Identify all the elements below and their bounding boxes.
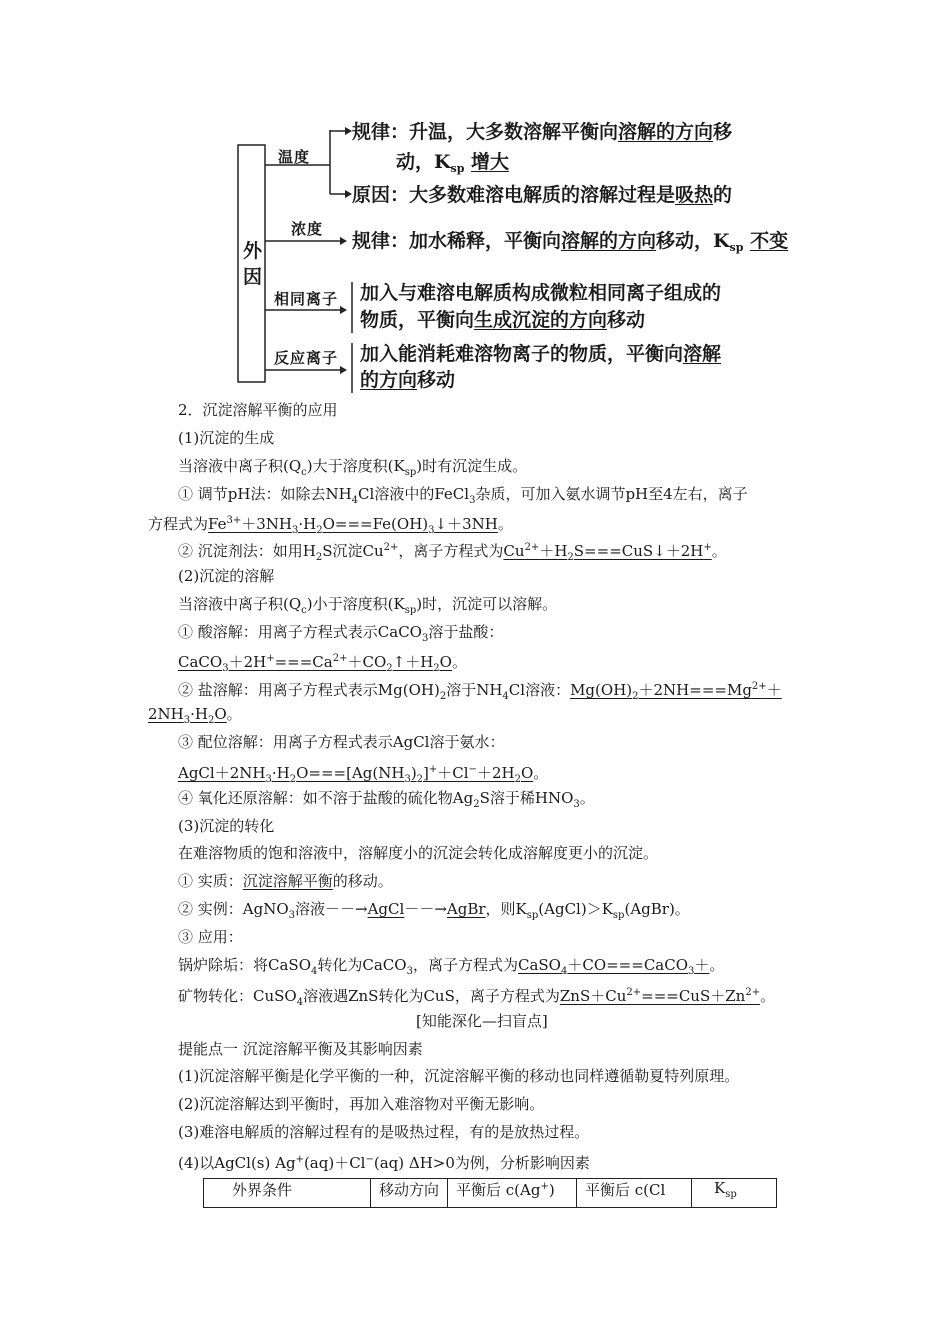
paragraph: ③ 配位溶解：用离子方程式表示AgCl溶于氨水： (178, 733, 505, 751)
paragraph: 当溶液中离子积$(Q_c)$大于溶度积$(K_{sp})$时有沉淀生成。 (178, 457, 528, 478)
paragraph: 矿物转化：CuSO$_4$溶液遇ZnS转化为CuS，离子方程式为$ZnS+Cu^{2+}===CuS+Zn^{2+}$。 (178, 987, 776, 1008)
table-header-row (204, 1179, 777, 1208)
paragraph: 当溶液中离子积$(Q_c)$小于溶度积$(K_{sp})$时，沉淀可以溶解。 (178, 595, 558, 616)
subheading-2: (2)沉淀的溶解 (178, 567, 275, 585)
paragraph: ② 实例：AgNO$_3$溶液－－→AgCl－－→AgBr，则$K_{sp}(AgCl)>K_{sp}(AgBr)$。 (178, 900, 690, 921)
common-ion-line2: 物质，平衡向生成沉淀的方向移动 (360, 309, 646, 331)
equation: $CaCO_3+2H^+===Ca^{2+}+CO_2↑+H_2O$。 (178, 653, 467, 674)
temperature-rule-line2: 动，$K_{sp}$ 增大 (396, 151, 510, 175)
paragraph: (1)沉淀溶解平衡是化学平衡的一种，沉淀溶解平衡的移动也同样遵循勒夏特列原理。 (178, 1067, 740, 1085)
influence-diagram (0, 0, 950, 400)
table-header-cell: 平衡后 c(Ag+) (448, 1179, 577, 1208)
section-banner: [知能深化—扫盲点] (416, 1012, 548, 1030)
concentration-rule: 规律：加水稀释，平衡向溶解的方向移动，$K_{sp}$ 不变 (352, 230, 789, 254)
root-label: 外因 (243, 240, 263, 288)
temperature-rule-line1: 规律：升温，大多数溶解平衡向溶解的方向移 (352, 121, 733, 143)
common-ion-line1: 加入与难溶电解质构成微粒相同离子组成的 (360, 282, 722, 304)
temperature-label: 温度 (278, 148, 311, 166)
table-header-cell: $K_{sp}$ (692, 1179, 777, 1208)
subheading-1: (1)沉淀的生成 (178, 429, 275, 447)
common-ion-label: 相同离子 (274, 290, 339, 308)
table-header-cell: 移动方向 (371, 1179, 448, 1208)
section-heading-2: 2．沉淀溶解平衡的应用 (178, 401, 338, 419)
paragraph: ① 实质：沉淀溶解平衡的移动。 (178, 872, 393, 890)
equation: $2NH_3\cdot H_2O$。 (148, 705, 242, 726)
paragraph: 方程式为$Fe^{3+}+3NH_3\cdot H_2O===Fe(OH)_3↓+3NH$。 (148, 515, 513, 536)
concentration-label: 浓度 (291, 220, 324, 238)
paragraph: (2)沉淀溶解达到平衡时，再加入难溶物对平衡无影响。 (178, 1095, 545, 1113)
paragraph: ① 酸溶解：用离子方程式表示CaCO$_3$溶于盐酸： (178, 623, 504, 644)
paragraph: 锅炉除垢：将CaSO$_4$转化为CaCO$_3$，离子方程式为CaSO$_4$＋CO===CaCO$_3$＋。 (178, 956, 725, 977)
point-heading: 提能点一 沉淀溶解平衡及其影响因素 (178, 1040, 423, 1058)
paragraph: ④ 氧化还原溶解：如不溶于盐酸的硫化物$Ag_2S$溶于稀$HNO_3$。 (178, 789, 595, 810)
temperature-reason: 原因：大多数难溶电解质的溶解过程是吸热的 (352, 184, 733, 206)
paragraph: ② 盐溶解：用离子方程式表示$Mg(OH)_2$溶于$NH_4Cl$溶液：$Mg(OH)_2+2NH===Mg^{2+}+$ (178, 681, 782, 702)
paragraph: (3)难溶电解质的溶解过程有的是吸热过程，有的是放热过程。 (178, 1123, 590, 1141)
equation: $AgCl+2NH_3\cdot H_2O===[Ag(NH_3)_2]^++Cl^-+2H_2O$。 (178, 764, 549, 785)
table-header-cell: 平衡后 c(Cl (577, 1179, 692, 1208)
reactive-ion-label: 反应离子 (274, 349, 339, 367)
factor-table (203, 1178, 777, 1208)
subheading-3: (3)沉淀的转化 (178, 817, 275, 835)
table-header-cell: 外界条件 (204, 1179, 371, 1208)
reactive-ion-line2: 的方向移动 (360, 369, 456, 391)
paragraph: ② 沉淀剂法：如用$H_2S$沉淀$Cu^{2+}$，离子方程式为$Cu^{2+}+H_2S===CuS↓+2H^+$。 (178, 542, 727, 563)
paragraph: ③ 应用： (178, 928, 243, 946)
reactive-ion-line1: 加入能消耗难溶物离子的物质，平衡向溶解 (360, 343, 722, 365)
paragraph: ① 调节pH法：如除去$NH_4Cl$溶液中的FeCl$_3$杂质，可加入氨水调节pH至4左右，离子 (178, 485, 748, 506)
paragraph: (4)以AgCl(s) Ag+(aq)＋Cl−(aq) ΔH>0为例，分析影响因素 (178, 1154, 590, 1172)
paragraph: 在难溶物质的饱和溶液中，溶解度小的沉淀会转化成溶解度更小的沉淀。 (178, 844, 659, 862)
